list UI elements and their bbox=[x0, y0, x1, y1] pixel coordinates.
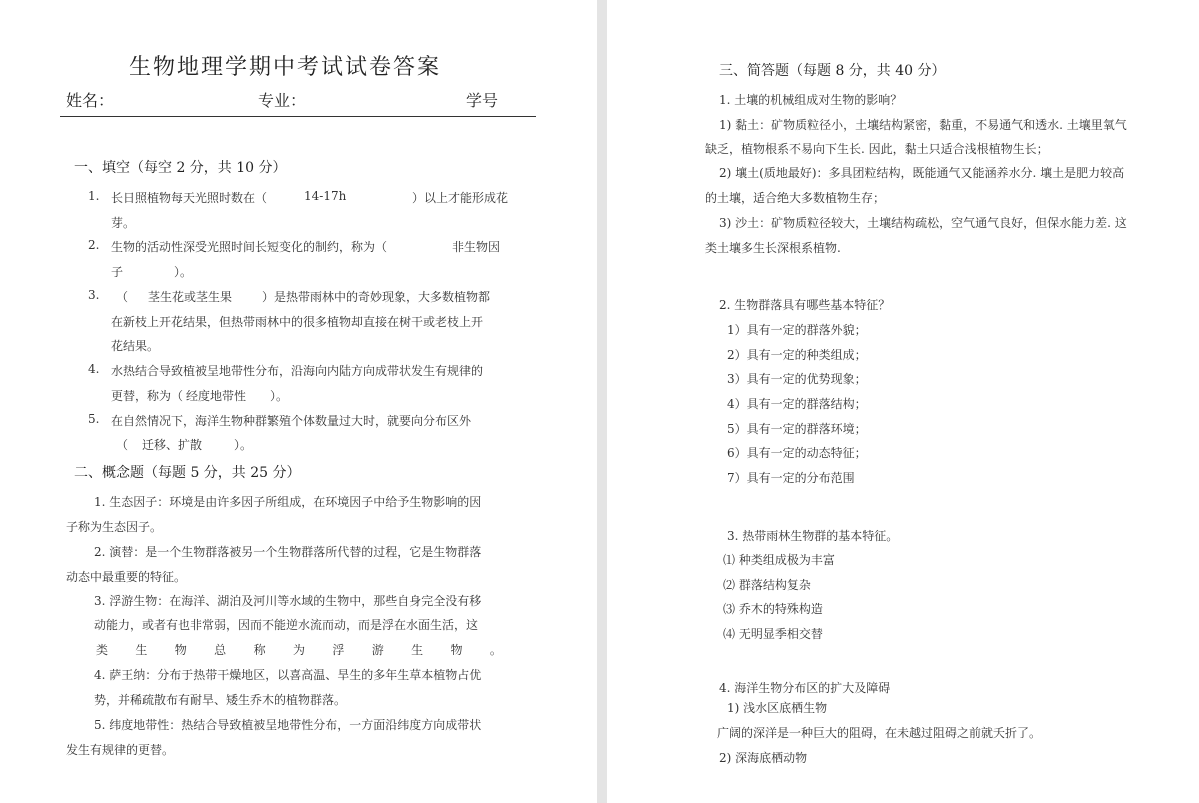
q3-text-end: 花结果。 bbox=[111, 339, 160, 353]
sa1-question: 1. 土壤的机械组成对生物的影响？ bbox=[719, 93, 903, 107]
major-label: 专业： bbox=[258, 91, 307, 110]
q1-answer: 14-17h bbox=[304, 189, 347, 203]
sa3-question: 3. 热带雨林生物群的基本特征。 bbox=[727, 529, 899, 543]
q1-number: 1. bbox=[88, 189, 100, 203]
q5-text: 在自然情况下，海洋生物种群繁殖个体数量过大时，就要向分布区外 bbox=[111, 414, 472, 428]
concept3-char: 物 bbox=[174, 643, 187, 657]
concept4-line1: 4. 萨王纳：分布于热带干燥地区，以喜高温、旱生的多年生草本植物占优 bbox=[94, 668, 482, 682]
q2-answer: 非生物因 bbox=[452, 240, 501, 254]
sa3-item: ⑴ 种类组成极为丰富 bbox=[723, 553, 835, 567]
sa3-item: ⑶ 乔木的特殊构造 bbox=[723, 602, 823, 616]
header-rule bbox=[60, 116, 536, 117]
q5-open-paren: （ bbox=[116, 438, 129, 452]
sa1-p1-line2: 缺乏，植物根系不易向下生长. 因此，黏土只适合浅根植物生长； bbox=[705, 142, 1049, 156]
concept3-line1: 3. 浮游生物：在海洋、湖泊及河川等水域的生物中，那些自身完全没有移 bbox=[94, 594, 482, 608]
sa4-question: 4. 海洋生物分布区的扩大及障碍 bbox=[719, 681, 891, 695]
q1-text-end: 芽。 bbox=[111, 216, 136, 230]
q3-number: 3. bbox=[88, 288, 100, 302]
concept3-line3 bbox=[96, 641, 502, 658]
concept3-char: 为 bbox=[292, 643, 305, 657]
name-label: 姓名： bbox=[66, 91, 115, 110]
q5-text-end: ）。 bbox=[234, 438, 253, 452]
q3-answer: 茎生花或茎生果 bbox=[148, 290, 233, 304]
concept5-line1: 5. 纬度地带性：热结合导致植被呈地带性分布，一方面沿纬度方向成带状 bbox=[94, 718, 482, 732]
concept1-line1: 1. 生态因子：环境是由许多因子所组成，在环境因子中给予生物影响的因 bbox=[94, 495, 482, 509]
q5-number: 5. bbox=[88, 412, 100, 426]
concept4-line2: 势，并稀疏散布有耐旱、矮生乔木的植物群落。 bbox=[94, 693, 347, 707]
sa4-text1: 广阔的深洋是一种巨大的阻碍，在未越过阻碍之前就夭折了。 bbox=[717, 726, 1042, 740]
sa2-item: 3）具有一定的优势现象； bbox=[727, 372, 867, 386]
sa3-item: ⑵ 群落结构复杂 bbox=[723, 578, 811, 592]
concept3-char: 游 bbox=[371, 643, 384, 657]
sa2-item: 5）具有一定的群落环境； bbox=[727, 422, 867, 436]
sa1-p3-line1: 3) 沙土：矿物质粒径较大，土壤结构疏松，空气通气良好，但保水能力差. 这 bbox=[719, 216, 1127, 230]
sa4-sub2: 2) 深海底栖动物 bbox=[719, 751, 808, 765]
sa1-p1-line1: 1) 黏土：矿物质粒径小，土壤结构紧密，黏重，不易通气和透水. 土壤里氧气 bbox=[719, 118, 1127, 132]
sa3-item: ⑷ 无明显季相交替 bbox=[723, 627, 823, 641]
section-fill-blank-heading: 一、填空（每空 2 分，共 10 分） bbox=[74, 160, 287, 176]
q3-text-cont: 在新枝上开花结果，但热带雨林中的很多植物却直接在树干或老枝上开 bbox=[111, 315, 484, 329]
concept2-line2: 动态中最重要的特征。 bbox=[66, 570, 187, 584]
q5-answer: 迁移、扩散 bbox=[142, 438, 203, 452]
q4-text-cont: 更替，称为（ bbox=[111, 389, 184, 403]
q2-number: 2. bbox=[88, 238, 100, 252]
concept3-char: 物 bbox=[450, 643, 463, 657]
q4-answer: 经度地带性 bbox=[186, 389, 247, 403]
page-gutter bbox=[597, 0, 607, 803]
q2-text: 生物的活动性深受光照时间长短变化的制约，称为（ bbox=[111, 240, 388, 254]
q4-text-end: ）。 bbox=[270, 389, 289, 403]
section-short-answer-heading: 三、简答题（每题 8 分，共 40 分） bbox=[719, 63, 946, 79]
concept1-line2: 子称为生态因子。 bbox=[66, 520, 163, 534]
sa1-p3-line2: 类土壤多生长深根系植物. bbox=[705, 241, 841, 255]
concept3-char: 。 bbox=[489, 643, 502, 657]
sa1-p2-line1: 2) 壤土(质地最好)：多具团粒结构，既能通气又能涵养水分. 壤土是肥力较高 bbox=[719, 166, 1125, 180]
exam-page-right bbox=[607, 0, 1199, 803]
section-concepts-heading: 二、概念题（每题 5 分，共 25 分） bbox=[74, 465, 301, 481]
student-id-label: 学号 bbox=[466, 91, 499, 110]
sa2-item: 7）具有一定的分布范围 bbox=[727, 471, 855, 485]
q1-text-cont: ）以上才能形成花 bbox=[412, 191, 509, 205]
concept3-char: 浮 bbox=[332, 643, 345, 657]
concept3-char: 类 bbox=[96, 643, 109, 657]
q1-text: 长日照植物每天光照时数在（ bbox=[111, 191, 268, 205]
sa2-item: 6）具有一定的动态特征； bbox=[727, 446, 867, 460]
q3-text: ）是热带雨林中的奇妙现象，大多数植物都 bbox=[262, 290, 491, 304]
concept2-line1: 2. 演替：是一个生物群落被另一个生物群落所代替的过程，它是生物群落 bbox=[94, 545, 482, 559]
q3-open-paren: （ bbox=[116, 290, 129, 304]
sa1-p2-line2: 的土壤，适合绝大多数植物生存； bbox=[705, 191, 886, 205]
exam-title: 生物地理学期中考试试卷答案 bbox=[128, 55, 441, 80]
q2-answer-cont: 子 bbox=[111, 265, 124, 279]
concept3-line2: 动能力，或者有也非常弱，因而不能逆水流而动，而是浮在水面生活，这 bbox=[94, 618, 479, 632]
q4-number: 4. bbox=[88, 362, 100, 376]
sa2-item: 1）具有一定的群落外貌； bbox=[727, 323, 867, 337]
sa2-item: 4）具有一定的群落结构； bbox=[727, 397, 867, 411]
concept3-char: 生 bbox=[411, 643, 424, 657]
concept3-char: 生 bbox=[135, 643, 148, 657]
sa4-sub1: 1) 浅水区底栖生物 bbox=[727, 701, 828, 715]
concept5-line2: 发生有规律的更替。 bbox=[66, 743, 175, 757]
q2-text-end: ）。 bbox=[174, 265, 193, 279]
sa2-item: 2）具有一定的种类组成； bbox=[727, 348, 867, 362]
concept3-char: 总 bbox=[214, 643, 227, 657]
exam-page-left bbox=[0, 0, 597, 803]
concept3-char: 称 bbox=[253, 643, 266, 657]
sa2-question: 2. 生物群落具有哪些基本特征？ bbox=[719, 298, 891, 312]
q4-text: 水热结合导致植被呈地带性分布，沿海向内陆方向成带状发生有规律的 bbox=[111, 364, 484, 378]
